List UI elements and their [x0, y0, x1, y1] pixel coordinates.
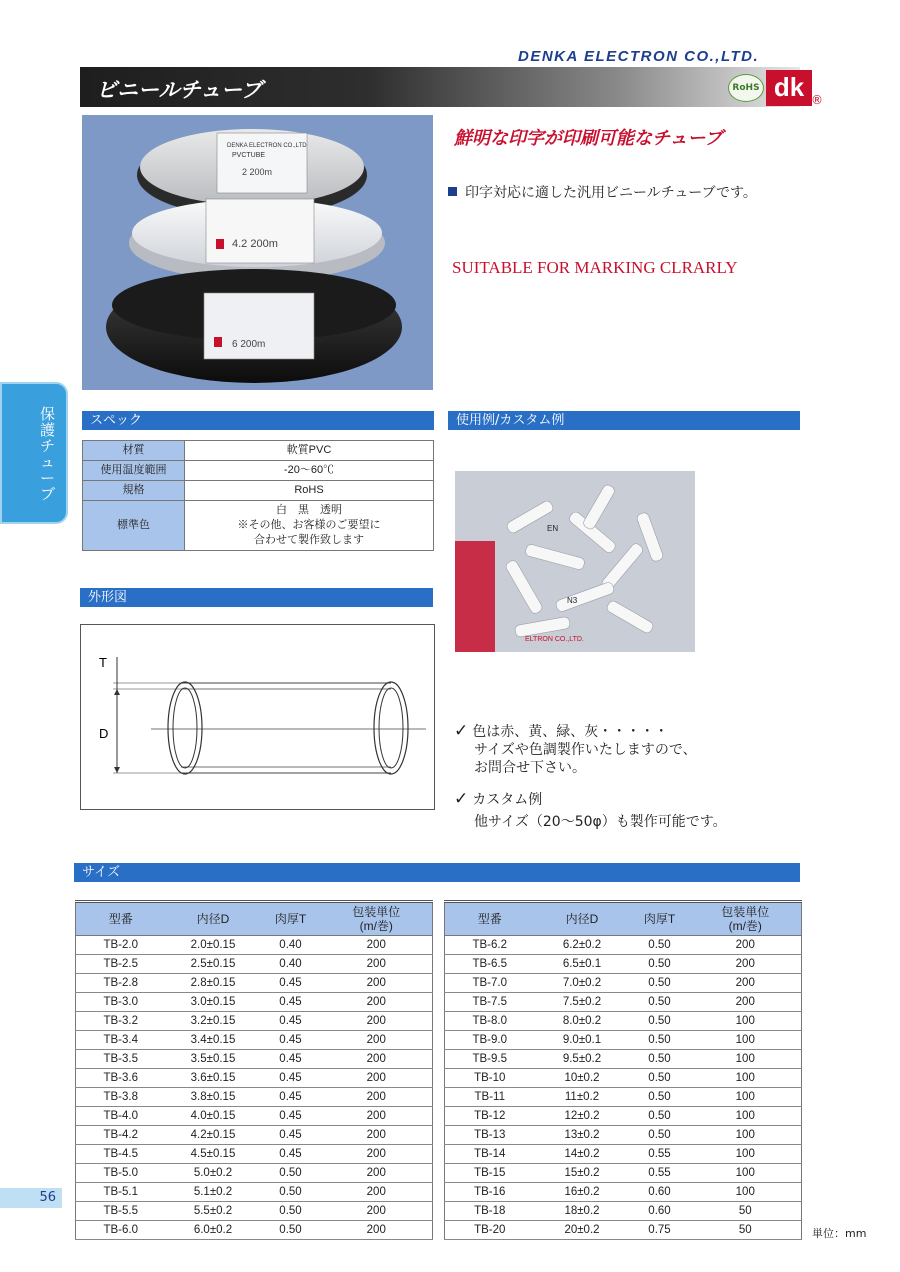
cell-inner-diameter: 4.0±0.15 [166, 1107, 261, 1126]
cell-thickness: 0.50 [261, 1183, 321, 1202]
table-row [445, 1221, 802, 1240]
table-row [76, 1050, 433, 1069]
cell-packing: 200 [690, 993, 802, 1012]
cell-thickness: 0.45 [261, 1069, 321, 1088]
roll-label-top: 2 200m [242, 167, 273, 177]
table-row [76, 1107, 433, 1126]
bag-print: ELTRON CO.,LTD. [525, 636, 584, 643]
dk-logo: dk [766, 70, 812, 106]
spec-label: 材質 [83, 441, 185, 461]
cell-model: TB-5.0 [76, 1164, 166, 1183]
cell-thickness: 0.45 [261, 1088, 321, 1107]
cell-model: TB-6.5 [445, 955, 535, 974]
cell-packing: 100 [690, 1069, 802, 1088]
table-row [445, 1088, 802, 1107]
cell-thickness: 0.45 [261, 1126, 321, 1145]
header-model: 型番 [76, 902, 166, 936]
table-row [445, 1031, 802, 1050]
cell-inner-diameter: 20±0.2 [535, 1221, 630, 1240]
cell-packing: 200 [321, 1107, 433, 1126]
roll-label-type: PVCTUBE [232, 152, 266, 159]
tube-rolls-illustration [82, 115, 433, 390]
table-row [445, 955, 802, 974]
cell-packing: 200 [321, 1164, 433, 1183]
section-usage: 使用例/カスタム例 [448, 411, 800, 430]
cell-thickness: 0.50 [261, 1221, 321, 1240]
cell-inner-diameter: 4.5±0.15 [166, 1145, 261, 1164]
cell-inner-diameter: 12±0.2 [535, 1107, 630, 1126]
cell-model: TB-12 [445, 1107, 535, 1126]
table-row [445, 936, 802, 955]
cell-model: TB-3.5 [76, 1050, 166, 1069]
cell-model: TB-18 [445, 1202, 535, 1221]
cell-inner-diameter: 5.5±0.2 [166, 1202, 261, 1221]
roll-label-middle: 4.2 200m [232, 238, 278, 250]
cell-thickness: 0.50 [630, 1069, 690, 1088]
cell-inner-diameter: 6.0±0.2 [166, 1221, 261, 1240]
cell-packing: 200 [321, 936, 433, 955]
cell-packing: 100 [690, 1164, 802, 1183]
table-header-row [445, 902, 802, 936]
registered-mark: ® [811, 93, 823, 107]
cell-model: TB-15 [445, 1164, 535, 1183]
cell-inner-diameter: 7.0±0.2 [535, 974, 630, 993]
cell-packing: 100 [690, 1183, 802, 1202]
roll-label-maker: DENKA ELECTRON CO.,LTD [227, 143, 307, 149]
cell-packing: 50 [690, 1202, 802, 1221]
cell-packing: 200 [321, 1088, 433, 1107]
cell-inner-diameter: 2.0±0.15 [166, 936, 261, 955]
cell-model: TB-3.4 [76, 1031, 166, 1050]
cell-packing: 200 [321, 1202, 433, 1221]
cell-model: TB-11 [445, 1088, 535, 1107]
cell-thickness: 0.45 [261, 1012, 321, 1031]
table-row [445, 1069, 802, 1088]
table-row [445, 1012, 802, 1031]
cell-thickness: 0.55 [630, 1164, 690, 1183]
cell-packing: 100 [690, 1145, 802, 1164]
cell-inner-diameter: 3.0±0.15 [166, 993, 261, 1012]
cell-model: TB-4.0 [76, 1107, 166, 1126]
note-head: 色は赤、黄、緑、灰・・・・・ [472, 724, 669, 740]
cell-thickness: 0.45 [261, 1031, 321, 1050]
cell-inner-diameter: 15±0.2 [535, 1164, 630, 1183]
tube-outline-drawing [81, 625, 433, 808]
cell-model: TB-3.8 [76, 1088, 166, 1107]
cell-inner-diameter: 2.5±0.15 [166, 955, 261, 974]
check-icon: ✓ [454, 721, 469, 741]
cell-packing: 200 [690, 974, 802, 993]
spec-table [82, 440, 434, 551]
size-rows-left [76, 936, 433, 1240]
spec-value [185, 501, 434, 551]
cell-inner-diameter: 5.1±0.2 [166, 1183, 261, 1202]
cell-inner-diameter: 9.0±0.1 [535, 1031, 630, 1050]
cell-packing: 100 [690, 1012, 802, 1031]
cell-thickness: 0.50 [630, 1050, 690, 1069]
rohs-logo: RoHS [728, 74, 764, 102]
company-name: DENKA ELECTRON CO.,LTD. [518, 48, 760, 65]
printed-tubes-illustration [455, 471, 695, 652]
cell-inner-diameter: 3.5±0.15 [166, 1050, 261, 1069]
table-row [76, 1088, 433, 1107]
note-line: お問合せ下さい。 [474, 760, 586, 776]
cell-inner-diameter: 3.2±0.15 [166, 1012, 261, 1031]
cell-inner-diameter: 11±0.2 [535, 1088, 630, 1107]
dimension-d-label: D [99, 726, 109, 741]
intro-bullet-text: 印字対応に適した汎用ビニールチューブです。 [465, 185, 757, 201]
cell-model: TB-2.8 [76, 974, 166, 993]
note-custom [454, 790, 727, 831]
size-table-right [444, 900, 802, 1240]
cell-inner-diameter: 3.4±0.15 [166, 1031, 261, 1050]
title-bar [80, 67, 800, 107]
table-row [83, 461, 434, 481]
cell-packing: 100 [690, 1088, 802, 1107]
table-row [445, 1107, 802, 1126]
cell-thickness: 0.50 [630, 955, 690, 974]
side-tab-label: 保護チューブ [40, 405, 56, 503]
cell-thickness: 0.50 [630, 1088, 690, 1107]
table-row [445, 1145, 802, 1164]
cell-model: TB-16 [445, 1183, 535, 1202]
product-photo [82, 115, 433, 390]
cell-inner-diameter: 7.5±0.2 [535, 993, 630, 1012]
note-colors [454, 722, 697, 777]
header-inner-diameter: 内径D [166, 902, 261, 936]
cell-inner-diameter: 10±0.2 [535, 1069, 630, 1088]
unit-note: 単位：mm [812, 1227, 867, 1240]
table-row [76, 1164, 433, 1183]
cell-packing: 100 [690, 1050, 802, 1069]
note-line: 他サイズ（20～50φ）も製作可能です。 [474, 814, 727, 830]
cell-packing: 200 [690, 955, 802, 974]
cell-packing: 200 [321, 1145, 433, 1164]
english-tagline: SUITABLE FOR MARKING CLRARLY [452, 258, 738, 277]
spec-value: 軟質PVC [185, 441, 434, 461]
header-thickness: 肉厚T [261, 902, 321, 936]
cell-model: TB-14 [445, 1145, 535, 1164]
table-header-row [76, 902, 433, 936]
spec-value: RoHS [185, 481, 434, 501]
page-title: ビニールチューブ [96, 78, 262, 102]
cell-model: TB-10 [445, 1069, 535, 1088]
cell-thickness: 0.75 [630, 1221, 690, 1240]
cell-inner-diameter: 18±0.2 [535, 1202, 630, 1221]
cell-inner-diameter: 2.8±0.15 [166, 974, 261, 993]
table-row [83, 441, 434, 461]
cell-model: TB-5.5 [76, 1202, 166, 1221]
cell-model: TB-7.0 [445, 974, 535, 993]
table-row [76, 936, 433, 955]
cell-model: TB-2.0 [76, 936, 166, 955]
cell-model: TB-4.5 [76, 1145, 166, 1164]
table-row [76, 1031, 433, 1050]
cell-thickness: 0.50 [630, 1107, 690, 1126]
spec-value-line: 白 黒 透明 [276, 504, 342, 516]
spec-value-line: ※その他、お客様のご要望に [237, 519, 381, 531]
table-row [445, 1050, 802, 1069]
cell-thickness: 0.50 [261, 1202, 321, 1221]
cell-model: TB-9.5 [445, 1050, 535, 1069]
cell-model: TB-9.0 [445, 1031, 535, 1050]
cell-thickness: 0.45 [261, 1107, 321, 1126]
cell-inner-diameter: 13±0.2 [535, 1126, 630, 1145]
cell-thickness: 0.50 [630, 1126, 690, 1145]
cell-inner-diameter: 14±0.2 [535, 1145, 630, 1164]
cell-thickness: 0.45 [261, 1145, 321, 1164]
table-row [445, 1202, 802, 1221]
cell-model: TB-13 [445, 1126, 535, 1145]
cell-model: TB-20 [445, 1221, 535, 1240]
cell-packing: 200 [690, 936, 802, 955]
spec-label: 規格 [83, 481, 185, 501]
cell-inner-diameter: 3.8±0.15 [166, 1088, 261, 1107]
cell-packing: 100 [690, 1126, 802, 1145]
size-table-left [75, 900, 433, 1240]
cell-model: TB-3.6 [76, 1069, 166, 1088]
cell-thickness: 0.60 [630, 1202, 690, 1221]
cell-thickness: 0.45 [261, 993, 321, 1012]
side-tab [0, 382, 68, 524]
table-row [76, 974, 433, 993]
section-outline: 外形図 [80, 588, 433, 607]
cell-thickness: 0.50 [261, 1164, 321, 1183]
cell-packing: 200 [321, 993, 433, 1012]
cell-model: TB-7.5 [445, 993, 535, 1012]
table-row [76, 1126, 433, 1145]
cell-packing: 200 [321, 1012, 433, 1031]
cell-model: TB-2.5 [76, 955, 166, 974]
spec-value-line: 合わせて製作致します [254, 534, 364, 546]
table-row [445, 1164, 802, 1183]
cell-thickness: 0.45 [261, 974, 321, 993]
outline-diagram [80, 624, 435, 810]
cell-inner-diameter: 5.0±0.2 [166, 1164, 261, 1183]
page-number: 56 [0, 1188, 62, 1208]
cell-model: TB-4.2 [76, 1126, 166, 1145]
cell-packing: 200 [321, 1183, 433, 1202]
table-row [83, 501, 434, 551]
cell-model: TB-5.1 [76, 1183, 166, 1202]
section-spec: スペック [82, 411, 434, 430]
table-row [76, 993, 433, 1012]
spec-label: 使用温度範囲 [83, 461, 185, 481]
cell-inner-diameter: 6.2±0.2 [535, 936, 630, 955]
cell-inner-diameter: 16±0.2 [535, 1183, 630, 1202]
cell-thickness: 0.50 [630, 1031, 690, 1050]
spec-label: 標準色 [83, 501, 185, 551]
cell-inner-diameter: 3.6±0.15 [166, 1069, 261, 1088]
cell-thickness: 0.55 [630, 1145, 690, 1164]
table-row [76, 1202, 433, 1221]
table-row [445, 1183, 802, 1202]
roll-label-bottom: 6 200m [232, 339, 266, 350]
cell-packing: 50 [690, 1221, 802, 1240]
cell-model: TB-6.0 [76, 1221, 166, 1240]
square-bullet-icon [448, 187, 457, 196]
cell-packing: 200 [321, 1069, 433, 1088]
cell-model: TB-3.0 [76, 993, 166, 1012]
note-line: サイズや色調製作いたしますので、 [474, 742, 697, 758]
headline: 鮮明な印字が印刷可能なチューブ [454, 128, 723, 149]
intro-bullet [448, 182, 757, 202]
cell-inner-diameter: 9.5±0.2 [535, 1050, 630, 1069]
cell-inner-diameter: 4.2±0.15 [166, 1126, 261, 1145]
cell-thickness: 0.50 [630, 1012, 690, 1031]
cell-packing: 100 [690, 1107, 802, 1126]
header-model: 型番 [445, 902, 535, 936]
table-row [445, 1126, 802, 1145]
table-row [76, 1145, 433, 1164]
header-packing: 包装単位 (m/巻) [690, 902, 802, 936]
dimension-t-label: T [99, 655, 107, 670]
cell-packing: 200 [321, 955, 433, 974]
note-head: カスタム例 [472, 792, 543, 808]
cell-inner-diameter: 6.5±0.1 [535, 955, 630, 974]
table-row [76, 1069, 433, 1088]
header-inner-diameter: 内径D [535, 902, 630, 936]
tube-print-n3: N3 [567, 596, 578, 605]
cell-model: TB-3.2 [76, 1012, 166, 1031]
cell-thickness: 0.50 [630, 993, 690, 1012]
cell-packing: 200 [321, 1050, 433, 1069]
table-row [76, 955, 433, 974]
table-row [76, 1221, 433, 1240]
cell-thickness: 0.60 [630, 1183, 690, 1202]
tube-print-en: EN [547, 524, 559, 533]
usage-photo [455, 471, 695, 652]
header-thickness: 肉厚T [630, 902, 690, 936]
header-packing: 包装単位 (m/巻) [321, 902, 433, 936]
table-row [445, 974, 802, 993]
cell-packing: 100 [690, 1031, 802, 1050]
section-size: サイズ [74, 863, 800, 882]
cell-thickness: 0.45 [261, 1050, 321, 1069]
table-row [76, 1012, 433, 1031]
cell-inner-diameter: 8.0±0.2 [535, 1012, 630, 1031]
cell-thickness: 0.50 [630, 936, 690, 955]
check-icon: ✓ [454, 789, 469, 809]
spec-value: -20～60℃ [185, 461, 434, 481]
table-row [445, 993, 802, 1012]
cell-thickness: 0.50 [630, 974, 690, 993]
table-row [83, 481, 434, 501]
table-row [76, 1183, 433, 1202]
cell-thickness: 0.40 [261, 955, 321, 974]
cell-packing: 200 [321, 1031, 433, 1050]
cell-model: TB-6.2 [445, 936, 535, 955]
cell-packing: 200 [321, 1126, 433, 1145]
size-rows-right [445, 936, 802, 1240]
cell-model: TB-8.0 [445, 1012, 535, 1031]
cell-thickness: 0.40 [261, 936, 321, 955]
cell-packing: 200 [321, 1221, 433, 1240]
cell-packing: 200 [321, 974, 433, 993]
